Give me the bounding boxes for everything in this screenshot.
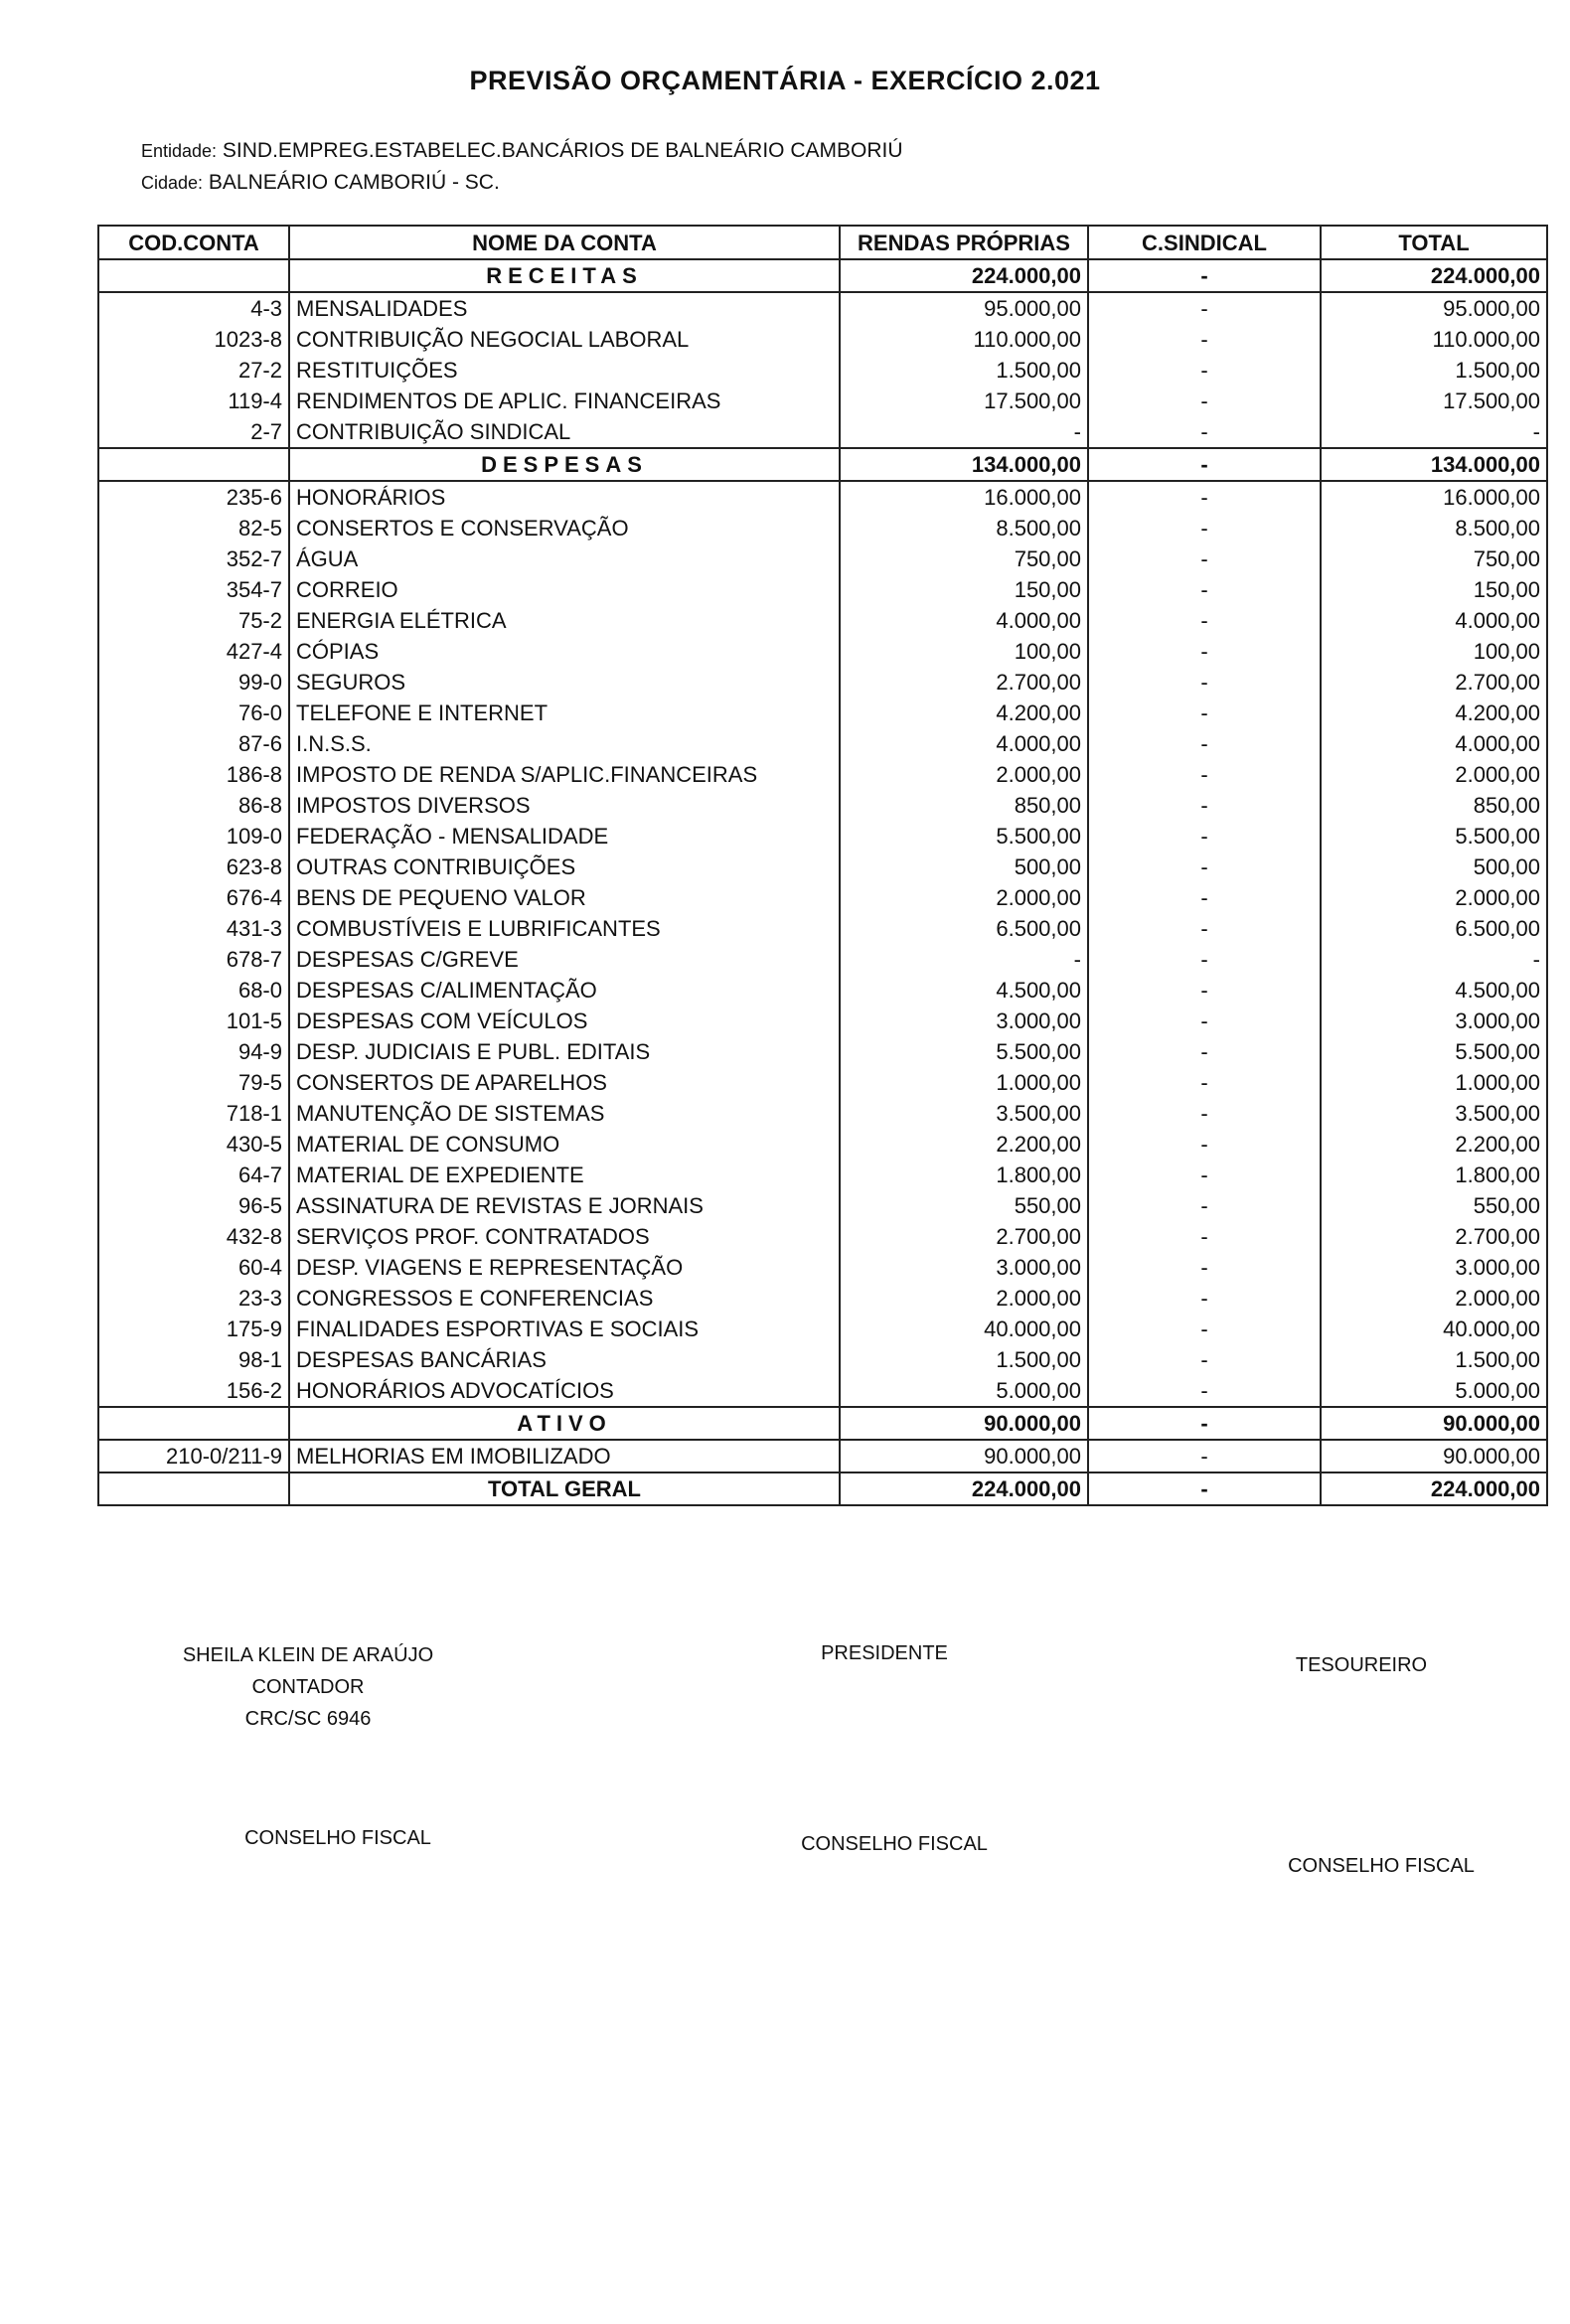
entity-line — [141, 139, 903, 163]
account-code: 352-7 — [98, 543, 289, 574]
header-own-income: RENDAS PRÓPRIAS — [840, 226, 1088, 259]
account-name: BENS DE PEQUENO VALOR — [289, 882, 840, 913]
total-value: 100,00 — [1321, 636, 1547, 667]
budget-table — [97, 225, 1548, 1506]
account-code: 431-3 — [98, 913, 289, 944]
own-income-value: 3.000,00 — [840, 1252, 1088, 1283]
total-value: 550,00 — [1321, 1190, 1547, 1221]
account-name: DESP. VIAGENS E REPRESENTAÇÃO — [289, 1252, 840, 1283]
account-name: FEDERAÇÃO - MENSALIDADE — [289, 821, 840, 852]
account-code: 678-7 — [98, 944, 289, 975]
account-code: 2-7 — [98, 416, 289, 448]
own-income-value: - — [840, 944, 1088, 975]
account-code: 99-0 — [98, 667, 289, 697]
account-name: CONSERTOS E CONSERVAÇÃO — [289, 513, 840, 543]
own-income-value: 100,00 — [840, 636, 1088, 667]
union-contribution-value: - — [1088, 667, 1321, 697]
account-name: CONTRIBUIÇÃO NEGOCIAL LABORAL — [289, 324, 840, 355]
table-row — [98, 1252, 1547, 1283]
own-income-value: 4.200,00 — [840, 697, 1088, 728]
own-income-value: 16.000,00 — [840, 481, 1088, 513]
table-row — [98, 416, 1547, 448]
account-name: MATERIAL DE CONSUMO — [289, 1129, 840, 1160]
city-value: BALNEÁRIO CAMBORIÚ - SC. — [208, 171, 500, 194]
account-code: 96-5 — [98, 1190, 289, 1221]
total-value: 90.000,00 — [1321, 1440, 1547, 1472]
account-name: ASSINATURA DE REVISTAS E JORNAIS — [289, 1190, 840, 1221]
account-code: 427-4 — [98, 636, 289, 667]
fiscal-council-signature-1: CONSELHO FISCAL — [244, 1827, 431, 1849]
total-value: 110.000,00 — [1321, 324, 1547, 355]
account-name: HONORÁRIOS — [289, 481, 840, 513]
own-income-value: 17.500,00 — [840, 386, 1088, 416]
account-code: 27-2 — [98, 355, 289, 386]
account-name: CONGRESSOS E CONFERENCIAS — [289, 1283, 840, 1314]
account-name: IMPOSTOS DIVERSOS — [289, 790, 840, 821]
own-income-value: 5.000,00 — [840, 1375, 1088, 1407]
account-name: CORREIO — [289, 574, 840, 605]
own-income-value: 1.800,00 — [840, 1160, 1088, 1190]
account-code: 156-2 — [98, 1375, 289, 1407]
grand-total-label: TOTAL GERAL — [289, 1472, 840, 1505]
total-value: 5.000,00 — [1321, 1375, 1547, 1407]
union-contribution-value: - — [1088, 1160, 1321, 1190]
section-row-receitas — [98, 259, 1547, 292]
account-code: 68-0 — [98, 975, 289, 1006]
table-row — [98, 1129, 1547, 1160]
account-code: 119-4 — [98, 386, 289, 416]
account-name: DESPESAS C/GREVE — [289, 944, 840, 975]
total-value: 2.000,00 — [1321, 759, 1547, 790]
table-row — [98, 975, 1547, 1006]
city-label: Cidade: — [141, 173, 204, 193]
section-union-contribution: - — [1088, 1407, 1321, 1440]
account-name: CONTRIBUIÇÃO SINDICAL — [289, 416, 840, 448]
total-value: 2.000,00 — [1321, 882, 1547, 913]
union-contribution-value: - — [1088, 574, 1321, 605]
account-code: 76-0 — [98, 697, 289, 728]
own-income-value: 1.500,00 — [840, 355, 1088, 386]
union-contribution-value: - — [1088, 513, 1321, 543]
table-row — [98, 1190, 1547, 1221]
own-income-value: 1.000,00 — [840, 1067, 1088, 1098]
table-row — [98, 1440, 1547, 1472]
account-code: 354-7 — [98, 574, 289, 605]
account-code: 432-8 — [98, 1221, 289, 1252]
union-contribution-value: - — [1088, 821, 1321, 852]
union-contribution-value: - — [1088, 975, 1321, 1006]
total-value: 500,00 — [1321, 852, 1547, 882]
total-value: 4.500,00 — [1321, 975, 1547, 1006]
account-name: SERVIÇOS PROF. CONTRATADOS — [289, 1221, 840, 1252]
table-row — [98, 1036, 1547, 1067]
union-contribution-value: - — [1088, 355, 1321, 386]
account-name: TELEFONE E INTERNET — [289, 697, 840, 728]
table-row — [98, 821, 1547, 852]
table-row — [98, 852, 1547, 882]
own-income-value: 4.000,00 — [840, 728, 1088, 759]
header-total: TOTAL — [1321, 226, 1547, 259]
account-code: 235-6 — [98, 481, 289, 513]
total-value: - — [1321, 944, 1547, 975]
total-value: 2.000,00 — [1321, 1283, 1547, 1314]
union-contribution-value: - — [1088, 1129, 1321, 1160]
account-code: 186-8 — [98, 759, 289, 790]
account-code: 87-6 — [98, 728, 289, 759]
union-contribution-value: - — [1088, 882, 1321, 913]
accountant-crc: CRC/SC 6946 — [244, 1708, 372, 1730]
entity-value: SIND.EMPREG.ESTABELEC.BANCÁRIOS DE BALNEÁRIO CAMBORIÚ — [222, 139, 903, 162]
account-name: DESPESAS C/ALIMENTAÇÃO — [289, 975, 840, 1006]
section-row-despesas — [98, 448, 1547, 481]
own-income-value: 4.500,00 — [840, 975, 1088, 1006]
table-row — [98, 913, 1547, 944]
header-name: NOME DA CONTA — [289, 226, 840, 259]
total-value: - — [1321, 416, 1547, 448]
total-value: 1.500,00 — [1321, 355, 1547, 386]
grand-total-union-contribution: - — [1088, 1472, 1321, 1505]
table-row — [98, 636, 1547, 667]
table-row — [98, 1160, 1547, 1190]
table-row — [98, 292, 1547, 324]
total-value: 5.500,00 — [1321, 821, 1547, 852]
own-income-value: 150,00 — [840, 574, 1088, 605]
section-code-cell — [98, 448, 289, 481]
total-value: 2.200,00 — [1321, 1129, 1547, 1160]
section-total: 224.000,00 — [1321, 259, 1547, 292]
account-code: 210-0/211-9 — [98, 1440, 289, 1472]
union-contribution-value: - — [1088, 697, 1321, 728]
account-name: RENDIMENTOS DE APLIC. FINANCEIRAS — [289, 386, 840, 416]
account-name: DESPESAS COM VEÍCULOS — [289, 1006, 840, 1036]
table-row — [98, 574, 1547, 605]
account-code: 82-5 — [98, 513, 289, 543]
section-total: 134.000,00 — [1321, 448, 1547, 481]
own-income-value: 2.200,00 — [840, 1129, 1088, 1160]
treasurer-signature: TESOUREIRO — [1295, 1654, 1428, 1676]
total-value: 95.000,00 — [1321, 292, 1547, 324]
account-code: 94-9 — [98, 1036, 289, 1067]
table-row — [98, 759, 1547, 790]
own-income-value: 5.500,00 — [840, 821, 1088, 852]
total-value: 2.700,00 — [1321, 1221, 1547, 1252]
section-total: 90.000,00 — [1321, 1407, 1547, 1440]
total-value: 5.500,00 — [1321, 1036, 1547, 1067]
account-code: 79-5 — [98, 1067, 289, 1098]
table-header-row — [98, 226, 1547, 259]
total-value: 1.800,00 — [1321, 1160, 1547, 1190]
union-contribution-value: - — [1088, 852, 1321, 882]
table-row — [98, 513, 1547, 543]
own-income-value: 3.000,00 — [840, 1006, 1088, 1036]
own-income-value: 3.500,00 — [840, 1098, 1088, 1129]
table-row — [98, 1314, 1547, 1344]
account-code: 98-1 — [98, 1344, 289, 1375]
own-income-value: 500,00 — [840, 852, 1088, 882]
section-title: ATIVO — [289, 1407, 840, 1440]
table-row — [98, 667, 1547, 697]
total-value: 750,00 — [1321, 543, 1547, 574]
table-row — [98, 1221, 1547, 1252]
own-income-value: 2.700,00 — [840, 667, 1088, 697]
own-income-value: 2.000,00 — [840, 882, 1088, 913]
account-code: 60-4 — [98, 1252, 289, 1283]
own-income-value: 750,00 — [840, 543, 1088, 574]
account-code: 430-5 — [98, 1129, 289, 1160]
own-income-value: 40.000,00 — [840, 1314, 1088, 1344]
union-contribution-value: - — [1088, 1190, 1321, 1221]
account-name: RESTITUIÇÕES — [289, 355, 840, 386]
accountant-role: CONTADOR — [251, 1676, 365, 1698]
union-contribution-value: - — [1088, 1098, 1321, 1129]
own-income-value: - — [840, 416, 1088, 448]
table-row — [98, 790, 1547, 821]
own-income-value: 5.500,00 — [840, 1036, 1088, 1067]
total-value: 3.000,00 — [1321, 1006, 1547, 1036]
own-income-value: 850,00 — [840, 790, 1088, 821]
account-name: ÁGUA — [289, 543, 840, 574]
section-title: RECEITAS — [289, 259, 840, 292]
union-contribution-value: - — [1088, 913, 1321, 944]
account-code: 64-7 — [98, 1160, 289, 1190]
total-value: 2.700,00 — [1321, 667, 1547, 697]
document-title: PREVISÃO ORÇAMENTÁRIA - EXERCÍCIO 2.021 — [469, 66, 1101, 95]
own-income-value: 8.500,00 — [840, 513, 1088, 543]
account-code: 101-5 — [98, 1006, 289, 1036]
section-union-contribution: - — [1088, 259, 1321, 292]
table-row — [98, 1067, 1547, 1098]
table-row — [98, 324, 1547, 355]
union-contribution-value: - — [1088, 386, 1321, 416]
union-contribution-value: - — [1088, 636, 1321, 667]
account-name: SEGUROS — [289, 667, 840, 697]
section-union-contribution: - — [1088, 448, 1321, 481]
account-code: 1023-8 — [98, 324, 289, 355]
accountant-signature — [149, 1639, 467, 1735]
account-name: CÓPIAS — [289, 636, 840, 667]
table-row — [98, 1006, 1547, 1036]
account-name: ENERGIA ELÉTRICA — [289, 605, 840, 636]
grand-total-row — [98, 1472, 1547, 1505]
account-name: I.N.S.S. — [289, 728, 840, 759]
total-value: 1.000,00 — [1321, 1067, 1547, 1098]
account-name: HONORÁRIOS ADVOCATÍCIOS — [289, 1375, 840, 1407]
table-row — [98, 1375, 1547, 1407]
union-contribution-value: - — [1088, 1375, 1321, 1407]
fiscal-council-signature-2: CONSELHO FISCAL — [801, 1833, 988, 1855]
total-value: 4.000,00 — [1321, 605, 1547, 636]
total-value: 1.500,00 — [1321, 1344, 1547, 1375]
president-signature: PRESIDENTE — [821, 1642, 948, 1664]
own-income-value: 1.500,00 — [840, 1344, 1088, 1375]
union-contribution-value: - — [1088, 1221, 1321, 1252]
union-contribution-value: - — [1088, 944, 1321, 975]
account-name: MELHORIAS EM IMOBILIZADO — [289, 1440, 840, 1472]
account-code: 676-4 — [98, 882, 289, 913]
union-contribution-value: - — [1088, 1344, 1321, 1375]
table-row — [98, 944, 1547, 975]
account-code: 623-8 — [98, 852, 289, 882]
city-line — [141, 171, 500, 195]
own-income-value: 110.000,00 — [840, 324, 1088, 355]
own-income-value: 2.000,00 — [840, 1283, 1088, 1314]
own-income-value: 2.000,00 — [840, 759, 1088, 790]
own-income-value: 6.500,00 — [840, 913, 1088, 944]
section-code-cell — [98, 1407, 289, 1440]
union-contribution-value: - — [1088, 605, 1321, 636]
own-income-value: 550,00 — [840, 1190, 1088, 1221]
table-row — [98, 481, 1547, 513]
total-value: 6.500,00 — [1321, 913, 1547, 944]
table-row — [98, 1344, 1547, 1375]
section-title: DESPESAS — [289, 448, 840, 481]
total-value: 850,00 — [1321, 790, 1547, 821]
account-name: MATERIAL DE EXPEDIENTE — [289, 1160, 840, 1190]
union-contribution-value: - — [1088, 1006, 1321, 1036]
table-row — [98, 697, 1547, 728]
total-value: 16.000,00 — [1321, 481, 1547, 513]
union-contribution-value: - — [1088, 790, 1321, 821]
union-contribution-value: - — [1088, 1440, 1321, 1472]
table-row — [98, 882, 1547, 913]
grand-total-own-income: 224.000,00 — [840, 1472, 1088, 1505]
header-union-contribution: C.SINDICAL — [1088, 226, 1321, 259]
union-contribution-value: - — [1088, 1283, 1321, 1314]
account-code: 23-3 — [98, 1283, 289, 1314]
fiscal-council-signature-3: CONSELHO FISCAL — [1288, 1855, 1475, 1877]
account-name: COMBUSTÍVEIS E LUBRIFICANTES — [289, 913, 840, 944]
total-value: 8.500,00 — [1321, 513, 1547, 543]
table-row — [98, 605, 1547, 636]
account-code: 718-1 — [98, 1098, 289, 1129]
grand-total-value: 224.000,00 — [1321, 1472, 1547, 1505]
account-name: FINALIDADES ESPORTIVAS E SOCIAIS — [289, 1314, 840, 1344]
section-row-ativo — [98, 1407, 1547, 1440]
account-name: OUTRAS CONTRIBUIÇÕES — [289, 852, 840, 882]
union-contribution-value: - — [1088, 481, 1321, 513]
own-income-value: 2.700,00 — [840, 1221, 1088, 1252]
union-contribution-value: - — [1088, 1036, 1321, 1067]
table-row — [98, 1283, 1547, 1314]
account-name: DESPESAS BANCÁRIAS — [289, 1344, 840, 1375]
section-own-income: 134.000,00 — [840, 448, 1088, 481]
total-value: 3.000,00 — [1321, 1252, 1547, 1283]
own-income-value: 90.000,00 — [840, 1440, 1088, 1472]
section-own-income: 90.000,00 — [840, 1407, 1088, 1440]
account-code: 4-3 — [98, 292, 289, 324]
total-value: 4.000,00 — [1321, 728, 1547, 759]
union-contribution-value: - — [1088, 543, 1321, 574]
account-code: 75-2 — [98, 605, 289, 636]
entity-label: Entidade: — [141, 141, 218, 161]
union-contribution-value: - — [1088, 1314, 1321, 1344]
accountant-name: SHEILA KLEIN DE ARAÚJO — [182, 1644, 434, 1666]
account-name: IMPOSTO DE RENDA S/APLIC.FINANCEIRAS — [289, 759, 840, 790]
section-own-income: 224.000,00 — [840, 259, 1088, 292]
table-body — [98, 259, 1547, 1505]
header-code: COD.CONTA — [98, 226, 289, 259]
union-contribution-value: - — [1088, 292, 1321, 324]
account-name: MENSALIDADES — [289, 292, 840, 324]
total-value: 17.500,00 — [1321, 386, 1547, 416]
account-code: 86-8 — [98, 790, 289, 821]
section-code-cell — [98, 259, 289, 292]
union-contribution-value: - — [1088, 759, 1321, 790]
table-row — [98, 386, 1547, 416]
account-code: 109-0 — [98, 821, 289, 852]
total-value: 40.000,00 — [1321, 1314, 1547, 1344]
union-contribution-value: - — [1088, 416, 1321, 448]
grand-total-code-cell — [98, 1472, 289, 1505]
table-row — [98, 728, 1547, 759]
union-contribution-value: - — [1088, 1252, 1321, 1283]
total-value: 3.500,00 — [1321, 1098, 1547, 1129]
table-row — [98, 355, 1547, 386]
account-code: 175-9 — [98, 1314, 289, 1344]
account-name: CONSERTOS DE APARELHOS — [289, 1067, 840, 1098]
total-value: 4.200,00 — [1321, 697, 1547, 728]
total-value: 150,00 — [1321, 574, 1547, 605]
own-income-value: 4.000,00 — [840, 605, 1088, 636]
account-name: DESP. JUDICIAIS E PUBL. EDITAIS — [289, 1036, 840, 1067]
account-name: MANUTENÇÃO DE SISTEMAS — [289, 1098, 840, 1129]
union-contribution-value: - — [1088, 728, 1321, 759]
own-income-value: 95.000,00 — [840, 292, 1088, 324]
table-row — [98, 543, 1547, 574]
table-row — [98, 1098, 1547, 1129]
union-contribution-value: - — [1088, 1067, 1321, 1098]
union-contribution-value: - — [1088, 324, 1321, 355]
